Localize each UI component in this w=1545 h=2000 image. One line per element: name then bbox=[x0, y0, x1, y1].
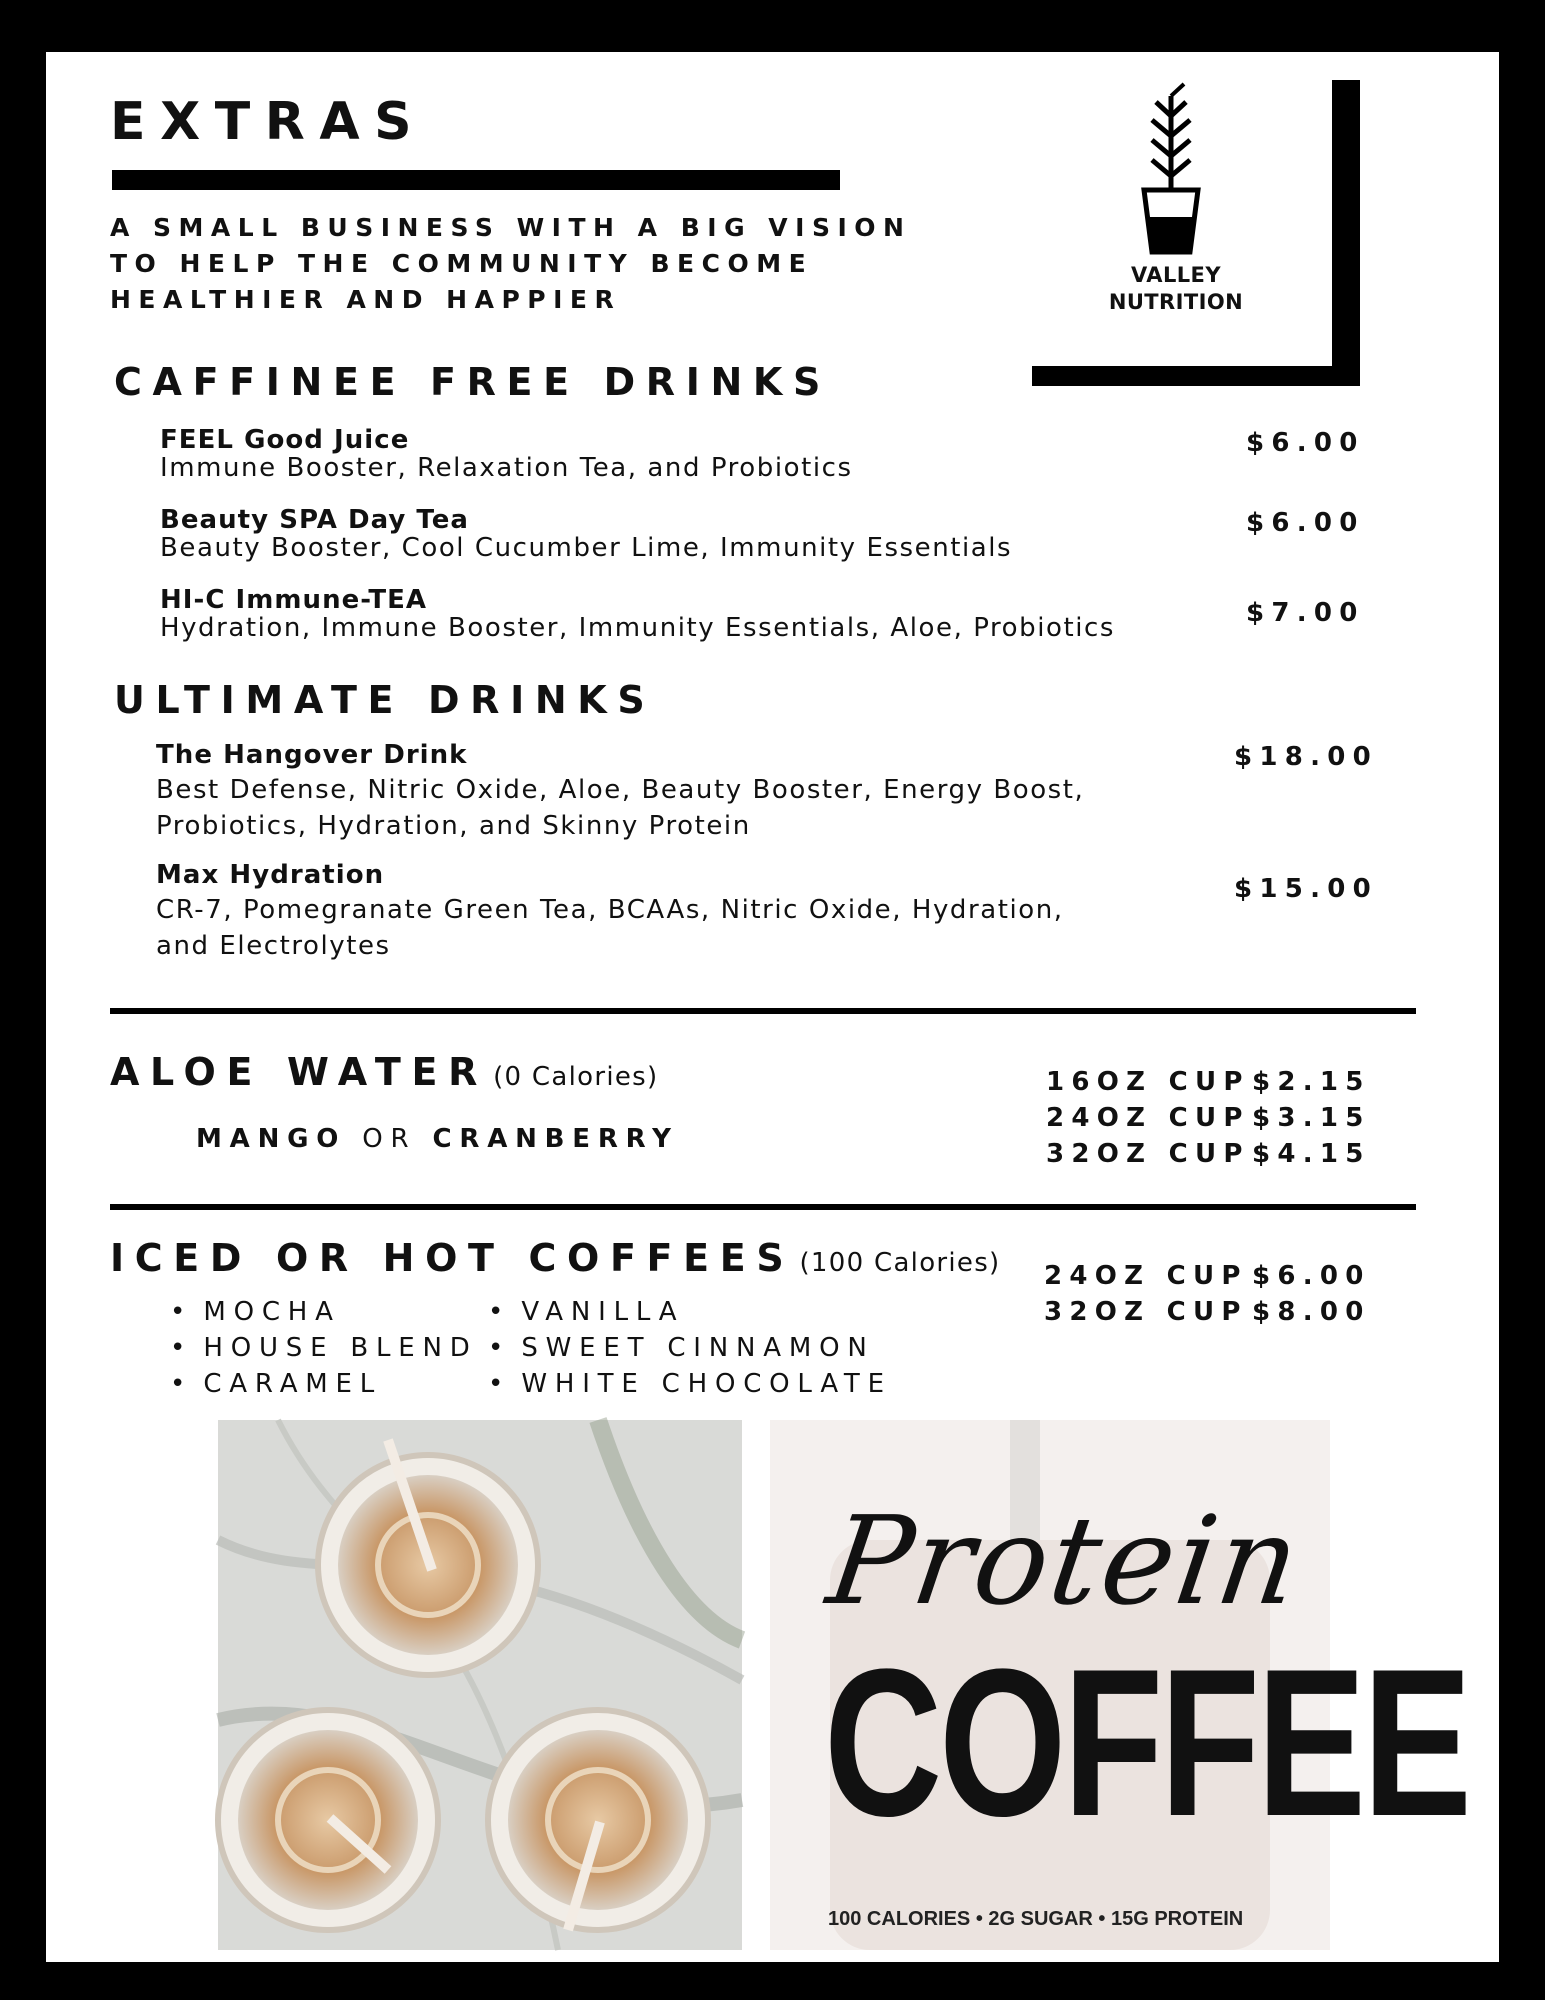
aloe-size-list bbox=[1046, 1064, 1371, 1172]
coffee-heading-row bbox=[110, 1236, 1001, 1280]
cup-price: $4.15 bbox=[1252, 1139, 1371, 1169]
section-divider bbox=[110, 1204, 1416, 1210]
item-name: HI-C Immune-TEA bbox=[160, 585, 428, 615]
cup-price: $3.15 bbox=[1252, 1103, 1371, 1133]
logo-line: VALLEY bbox=[1131, 263, 1221, 287]
item-name: The Hangover Drink bbox=[156, 740, 468, 770]
size-row bbox=[1046, 1064, 1371, 1100]
coffee-cup bbox=[488, 1710, 708, 1930]
section-heading-caffeine-free: CAFFINEE FREE DRINKS bbox=[114, 360, 832, 404]
calorie-note: (0 Calories) bbox=[493, 1062, 659, 1092]
cup-price: $6.00 bbox=[1252, 1261, 1371, 1291]
item-description: Immune Booster, Relaxation Tea, and Probiotics bbox=[160, 453, 853, 483]
menu-item bbox=[160, 586, 1115, 642]
item-description: Best Defense, Nitric Oxide, Aloe, Beauty Booster, Energy Boost, bbox=[156, 775, 1085, 805]
tagline-line: A SMALL BUSINESS WITH A BIG VISION bbox=[110, 213, 912, 242]
cup-size: 32OZ CUP bbox=[1044, 1297, 1248, 1327]
size-row bbox=[1046, 1136, 1371, 1172]
coffee-flavor-list-left bbox=[170, 1294, 478, 1402]
wheat-cup-icon bbox=[1126, 82, 1216, 252]
cup-size: 32OZ CUP bbox=[1046, 1139, 1250, 1169]
iced-coffee-photo bbox=[218, 1420, 742, 1950]
cup-price: $8.00 bbox=[1252, 1297, 1371, 1327]
menu-item bbox=[160, 426, 853, 482]
item-name: FEEL Good Juice bbox=[160, 425, 410, 455]
section-heading-ultimate: ULTIMATE DRINKS bbox=[114, 678, 656, 722]
coffee-size-list bbox=[1044, 1258, 1371, 1330]
list-item: • SWEET CINNAMON bbox=[488, 1330, 892, 1366]
size-row bbox=[1046, 1100, 1371, 1136]
cup-size: 24OZ CUP bbox=[1046, 1103, 1250, 1133]
aloe-heading-row bbox=[110, 1050, 658, 1094]
coffee-cup bbox=[218, 1710, 438, 1930]
menu-item bbox=[156, 858, 1064, 964]
list-item: • HOUSE BLEND bbox=[170, 1330, 478, 1366]
item-name: Beauty SPA Day Tea bbox=[160, 505, 470, 535]
menu-page bbox=[46, 52, 1499, 1962]
promo-facts: 100 CALORIES • 2G SUGAR • 15G PROTEIN bbox=[828, 1908, 1244, 1930]
calorie-note: (100 Calories) bbox=[799, 1248, 1001, 1278]
title-rule bbox=[112, 170, 840, 190]
cup-size: 24OZ CUP bbox=[1044, 1261, 1248, 1291]
cup-price: $2.15 bbox=[1252, 1067, 1371, 1097]
menu-item bbox=[160, 506, 1012, 562]
promo-script-title: Protein bbox=[820, 1490, 1310, 1632]
aloe-flavors bbox=[196, 1124, 679, 1154]
tagline-line: TO HELP THE COMMUNITY BECOME bbox=[110, 249, 814, 278]
tagline-line: HEALTHIER AND HAPPIER bbox=[110, 285, 622, 314]
menu-item bbox=[156, 738, 1084, 844]
item-description: Hydration, Immune Booster, Immunity Essentials, Aloe, Probiotics bbox=[160, 613, 1115, 643]
flavor-cranberry: CRANBERRY bbox=[432, 1124, 679, 1154]
section-divider bbox=[110, 1008, 1416, 1014]
list-item: • CARAMEL bbox=[170, 1366, 478, 1402]
item-price: $15.00 bbox=[1234, 874, 1379, 904]
item-name: Max Hydration bbox=[156, 860, 385, 890]
size-row bbox=[1044, 1294, 1371, 1330]
tagline bbox=[110, 210, 911, 318]
logo-line: NUTRITION bbox=[1108, 290, 1244, 314]
item-price: $7.00 bbox=[1246, 598, 1365, 628]
item-description: Probiotics, Hydration, and Skinny Protein bbox=[156, 811, 751, 841]
section-heading-aloe: ALOE WATER bbox=[110, 1050, 488, 1094]
size-row bbox=[1044, 1258, 1371, 1294]
list-item: • VANILLA bbox=[488, 1294, 892, 1330]
protein-coffee-promo bbox=[770, 1420, 1469, 1950]
item-description: Beauty Booster, Cool Cucumber Lime, Immunity Essentials bbox=[160, 533, 1013, 563]
item-price: $6.00 bbox=[1246, 428, 1365, 458]
section-heading-coffee: ICED OR HOT COFFEES bbox=[110, 1236, 795, 1280]
promo-big-title: COFFEE bbox=[824, 1625, 1469, 1860]
coffee-flavor-list-right bbox=[488, 1294, 892, 1402]
cup-size: 16OZ CUP bbox=[1046, 1067, 1250, 1097]
list-item: • WHITE CHOCOLATE bbox=[488, 1366, 892, 1402]
item-price: $18.00 bbox=[1234, 742, 1379, 772]
item-description: CR-7, Pomegranate Green Tea, BCAAs, Nitric Oxide, Hydration, bbox=[156, 895, 1064, 925]
item-price: $6.00 bbox=[1246, 508, 1365, 538]
page-title: EXTRAS bbox=[110, 92, 427, 152]
logo-frame-vertical bbox=[1332, 80, 1360, 386]
flavor-mango: MANGO bbox=[196, 1124, 347, 1154]
item-description: and Electrolytes bbox=[156, 931, 391, 961]
flavor-or: OR bbox=[362, 1124, 417, 1154]
logo-wordmark bbox=[1076, 262, 1276, 316]
list-item: • MOCHA bbox=[170, 1294, 478, 1330]
logo-frame-horizontal bbox=[1032, 366, 1360, 386]
